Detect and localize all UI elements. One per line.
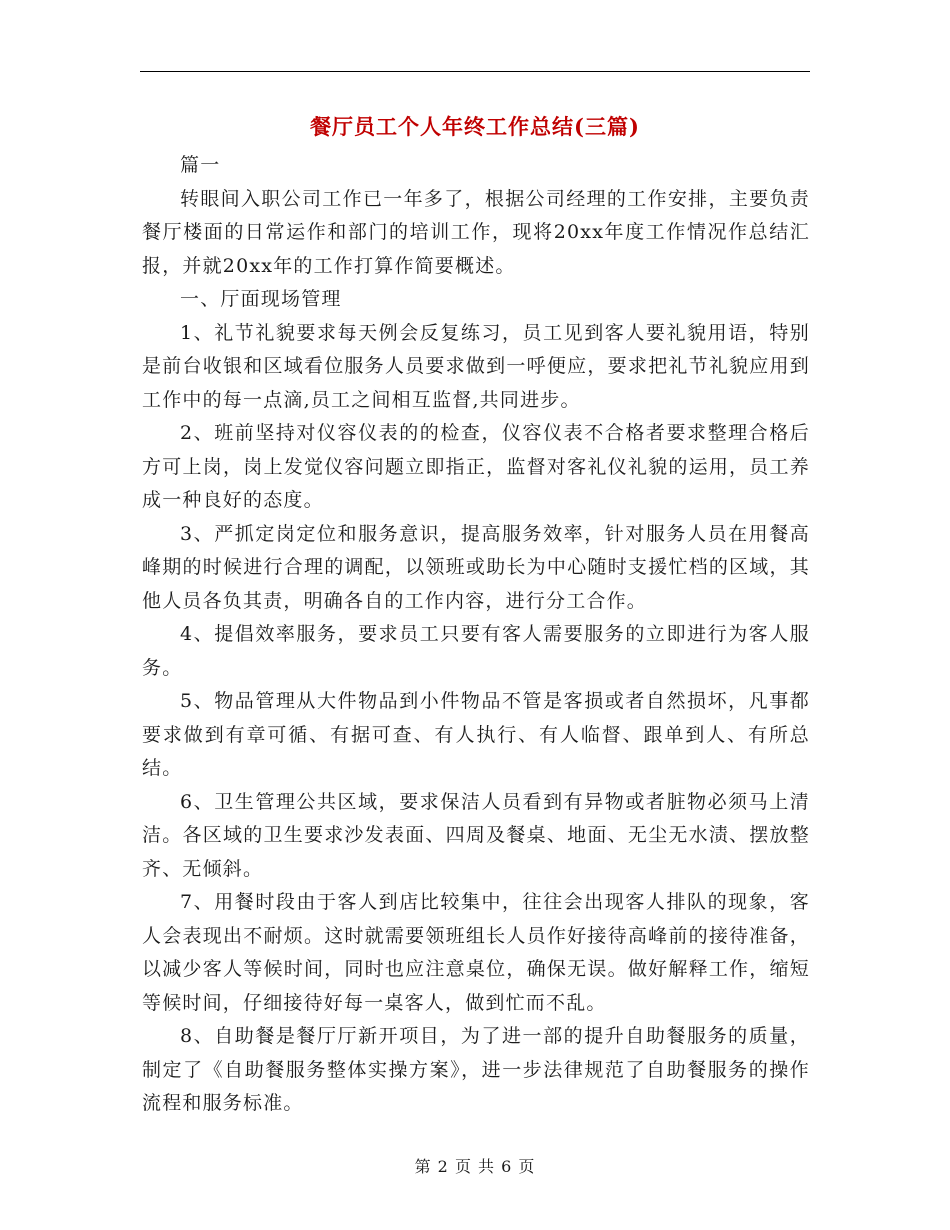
section-label: 篇一 [180,154,221,176]
document-title: 餐厅员工个人年终工作总结(三篇) [310,114,640,139]
section-heading: 一、厅面现场管理 [180,288,342,310]
list-item: 8、自助餐是餐厅厅新开项目，为了进一部的提升自助餐服务的质量，制定了《自助餐服务整体实操方案》，进一步法律规范了自助餐服务的操作流程和服务标准。 [142,1025,810,1114]
document-body [142,149,810,1121]
page-number: 第 2 页 共 6 页 [414,1157,536,1176]
list-item: 4、提倡效率服务，要求员工只要有客人需要服务的立即进行为客人服务。 [142,623,810,679]
list-item: 5、物品管理从大件物品到小件物品不管是客损或者自然损坏，凡事都要求做到有章可循、有据可查、有人执行、有人临督、跟单到人、有所总结。 [142,690,810,779]
list-item: 3、严抓定岗定位和服务意识，提高服务效率，针对服务人员在用餐高峰期的时候进行合理的调配，以领班或助长为中心随时支援忙档的区域，其他人员各负其责，明确各自的工作内容，进行分工合作。 [142,522,810,612]
list-item: 1、礼节礼貌要求每天例会反复练习，员工见到客人要礼貌用语，特别是前台收银和区域看位服务人员要求做到一呼便应，要求把礼节礼貌应用到工作中的每一点滴,员工之间相互监督,共同进步。 [142,321,810,411]
intro-paragraph: 转眼间入职公司工作已一年多了，根据公司经理的工作安排，主要负责餐厅楼面的日常运作和部门的培训工作，现将20xx年度工作情况作总结汇报，并就20xx年的工作打算作简要概述。 [142,187,810,277]
list-item: 2、班前坚持对仪容仪表的的检查，仪容仪表不合格者要求整理合格后方可上岗，岗上发觉仪容问题立即指正，监督对客礼仪礼貌的运用，员工养成一种良好的态度。 [142,422,810,511]
header-rule [140,71,810,72]
list-item: 6、卫生管理公共区域，要求保洁人员看到有异物或者脏物必须马上清洁。各区域的卫生要求沙发表面、四周及餐桌、地面、无尘无水渍、摆放整齐、无倾斜。 [142,790,810,880]
list-item: 7、用餐时段由于客人到店比较集中，往往会出现客人排队的现象，客人会表现出不耐烦。这时就需要领班组长人员作好接待高峰前的接待准备，以减少客人等候时间，同时也应注意桌位，确保无误。做好解释工作，缩短等候时间，仔细接待好每一桌客人，做到忙而不乱。 [142,891,810,1014]
